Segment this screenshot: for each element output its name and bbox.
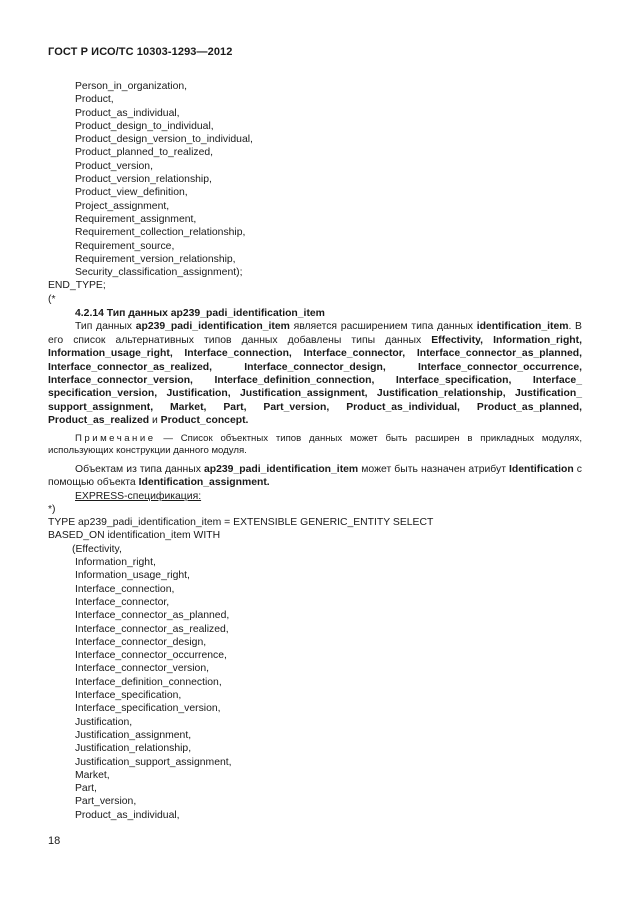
list-item: Product, (75, 94, 114, 106)
express-label: EXPRESS-спецификация: (75, 490, 202, 502)
para2-text-1: Объектам из типа данных (75, 463, 204, 475)
para2-bold-3: Identification_assignment. (138, 477, 270, 489)
list-item: Justification, (75, 716, 133, 728)
section-heading: 4.2.14 Тип данных ap239_padi_identification_item (75, 308, 325, 320)
list-item: Product_planned_to_realized, (75, 147, 214, 159)
para2-bold-1: ap239_padi_identification_item (204, 463, 359, 475)
note-paragraph (48, 433, 582, 458)
list-item: Product_version_relationship, (75, 174, 212, 186)
list-item: Product_as_individual, (75, 107, 180, 119)
list-item: Part, (75, 783, 97, 795)
list-item: Product_design_to_individual, (75, 120, 214, 132)
para1-text-2: является расширением типа данных (289, 321, 477, 333)
para1-text-1: Тип данных (75, 321, 136, 333)
list-item: Interface_connector_version, (75, 663, 210, 675)
comment-open: (* (48, 293, 56, 305)
list-item: Part_version, (75, 796, 137, 808)
list-item: Requirement_source, (75, 240, 175, 252)
list-item: Product_view_definition, (75, 187, 188, 199)
list-item: Product_version, (75, 160, 153, 172)
list-item: Justification_support_assignment, (75, 756, 232, 768)
list-item: Requirement_collection_relationship, (75, 227, 246, 239)
page-body (48, 80, 582, 822)
list-item: Market, (75, 769, 110, 781)
list-item: Security_classification_assignment); (75, 267, 243, 279)
list-item: Interface_connector_as_realized, (75, 623, 229, 635)
para1-bold-4: Product_concept. (160, 415, 249, 427)
note-text: — Список объектных типов данных может быть расширен в прикладных модулях, использующих конструкции данного модуля. (48, 432, 582, 457)
paragraph-definition (48, 320, 582, 427)
express-label-line (48, 490, 582, 503)
para1-text-3: . В его список альтернативных типов данных добавлены типы данных (48, 321, 582, 346)
type-declaration-line-1: TYPE ap239_padi_identification_item = EXTENSIBLE GENERIC_ENTITY SELECT (48, 517, 434, 529)
list-item: Requirement_version_relationship, (75, 253, 236, 265)
page-header: ГОСТ Р ИСО/ТС 10303-1293—2012 (48, 46, 233, 58)
para2-bold-2: Identification (509, 463, 574, 475)
entity-list-b-first: (Effectivity, (72, 543, 122, 555)
note-label: Примечание (75, 432, 156, 444)
entity-list-b (48, 556, 582, 822)
list-item: Interface_specification, (75, 690, 182, 702)
list-item: Interface_specification_version, (75, 703, 221, 715)
list-item: Requirement_assignment, (75, 213, 197, 225)
list-item: Interface_connector_occurrence, (75, 650, 227, 662)
list-item: Interface_connector_design, (75, 636, 207, 648)
type-declaration-line-2: BASED_ON identification_item WITH (48, 530, 221, 542)
para1-text-4: и (149, 415, 161, 427)
comment-close: *) (48, 503, 56, 515)
list-item: Project_assignment, (75, 200, 170, 212)
list-item: Product_design_version_to_individual, (75, 134, 253, 146)
para2-text-2: может быть назначен атрибут (358, 463, 510, 475)
para1-bold-2: identification_item (476, 321, 569, 333)
list-item: Interface_connection, (75, 583, 175, 595)
paragraph-assignment (48, 463, 582, 490)
para1-bold-3: Effectivity, Information_right, Information_usage_right, Interface_connection, Interface_connector, Interface_connector_as_planned, Interface_connector_as_realized, Interface_connector_design, Interface_connector_occurrence, Interface_connector_version, Interface_definition_connection, Interface_specification, Interface_ specification_version, Justification, Justification_assignment, Justification_relationship, Justification_ support_assignment, Market, Part, Part_version, Product_as_individual, Product_as_planned, Product_as_realized (48, 334, 582, 427)
list-item: Information_right, (75, 557, 156, 569)
list-item: Interface_definition_connection, (75, 676, 222, 688)
list-item: Interface_connector, (75, 596, 170, 608)
list-item: Interface_connector_as_planned, (75, 610, 230, 622)
entity-list-a (48, 80, 582, 279)
list-item: Product_as_individual, (75, 809, 180, 821)
end-type: END_TYPE; (48, 280, 106, 292)
list-item: Justification_assignment, (75, 729, 192, 741)
page-number: 18 (48, 835, 61, 847)
para2-text-3: с помощью объекта (48, 463, 582, 489)
list-item: Person_in_organization, (75, 81, 188, 92)
para1-bold-1: ap239_padi_identification_item (135, 321, 290, 333)
list-item: Information_usage_right, (75, 570, 190, 582)
list-item: Justification_relationship, (75, 743, 192, 755)
